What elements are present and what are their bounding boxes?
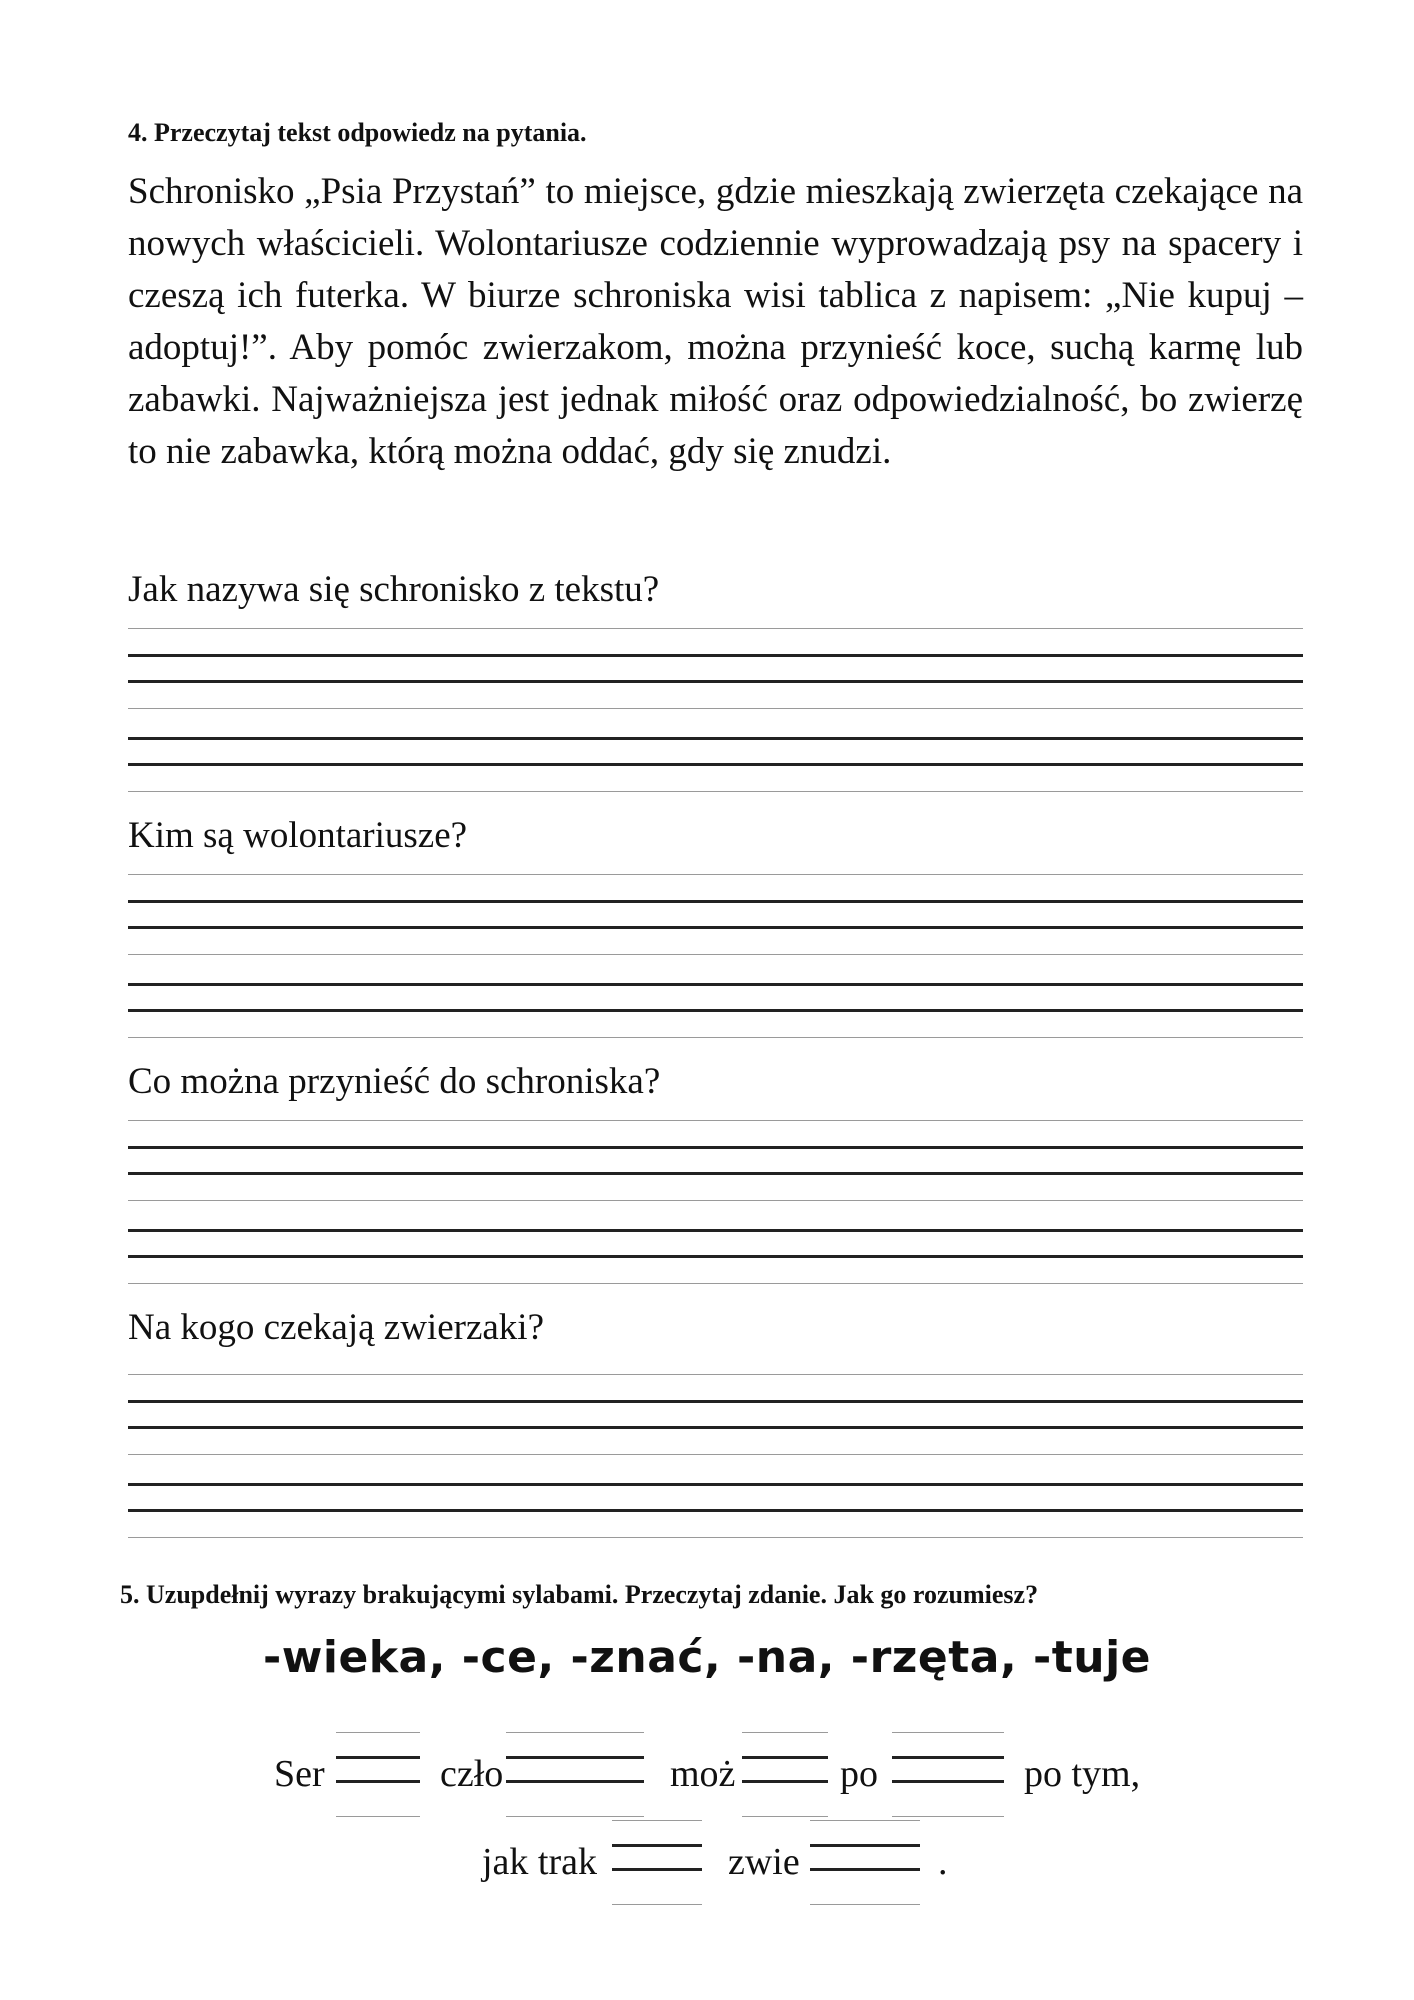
word-moz: moż: [670, 1753, 736, 1795]
question-4: Na kogo czekają zwierzaki?: [128, 1307, 544, 1348]
task-4-heading: 4. Przeczytaj tekst odpowiedz na pytania.: [128, 118, 587, 147]
blank-slot-5[interactable]: [612, 1820, 702, 1906]
answer-lines-4[interactable]: [128, 1374, 1303, 1544]
blank-slot-2[interactable]: [506, 1732, 644, 1818]
question-1: Jak nazywa się schronisko z tekstu?: [128, 569, 660, 610]
word-zwie: zwie: [728, 1841, 800, 1883]
word-po-tym: po tym,: [1024, 1753, 1141, 1795]
word-jak-trak: jak trak: [482, 1841, 598, 1883]
reading-passage: Schronisko „Psia Przystań” to miejsce, gdzie mieszkają zwierzęta czekające na nowych właścicieli. Wolontariusze codziennie wyprowadzają psy na spacery i czeszą ich futerka. W biurze schroniska wisi tablica z napisem: „Nie kupuj – adoptuj!”. Aby pomóc zwierzakom, można przynieść koce, suchą karmę lub zabawki. Najważniejsza jest jednak miłość oraz odpowiedzialność, bo zwierzę to nie zabawka, którą można oddać, gdy się znudzi.: [128, 171, 1303, 472]
blank-slot-6[interactable]: [810, 1820, 920, 1906]
blank-slot-3[interactable]: [742, 1732, 828, 1818]
task-5-heading: 5. Uzupdełnij wyrazy brakującymi sylabami. Przeczytaj zdanie. Jak go rozumiesz?: [120, 1580, 1039, 1609]
blank-slot-1[interactable]: [336, 1732, 420, 1818]
question-3: Co można przynieść do schroniska?: [128, 1061, 661, 1102]
answer-lines-2[interactable]: [128, 874, 1303, 1044]
word-czlo: czło: [440, 1753, 504, 1795]
answer-lines-1[interactable]: [128, 628, 1303, 798]
sentence-period: .: [938, 1841, 948, 1883]
word-po: po: [840, 1753, 878, 1795]
question-2: Kim są wolontariusze?: [128, 815, 468, 856]
answer-lines-3[interactable]: [128, 1120, 1303, 1290]
blank-slot-4[interactable]: [892, 1732, 1004, 1818]
word-ser: Ser: [274, 1753, 325, 1795]
syllable-bank: -wieka, -ce, -znać, -na, -rzęta, -tuje: [262, 1632, 1152, 1683]
